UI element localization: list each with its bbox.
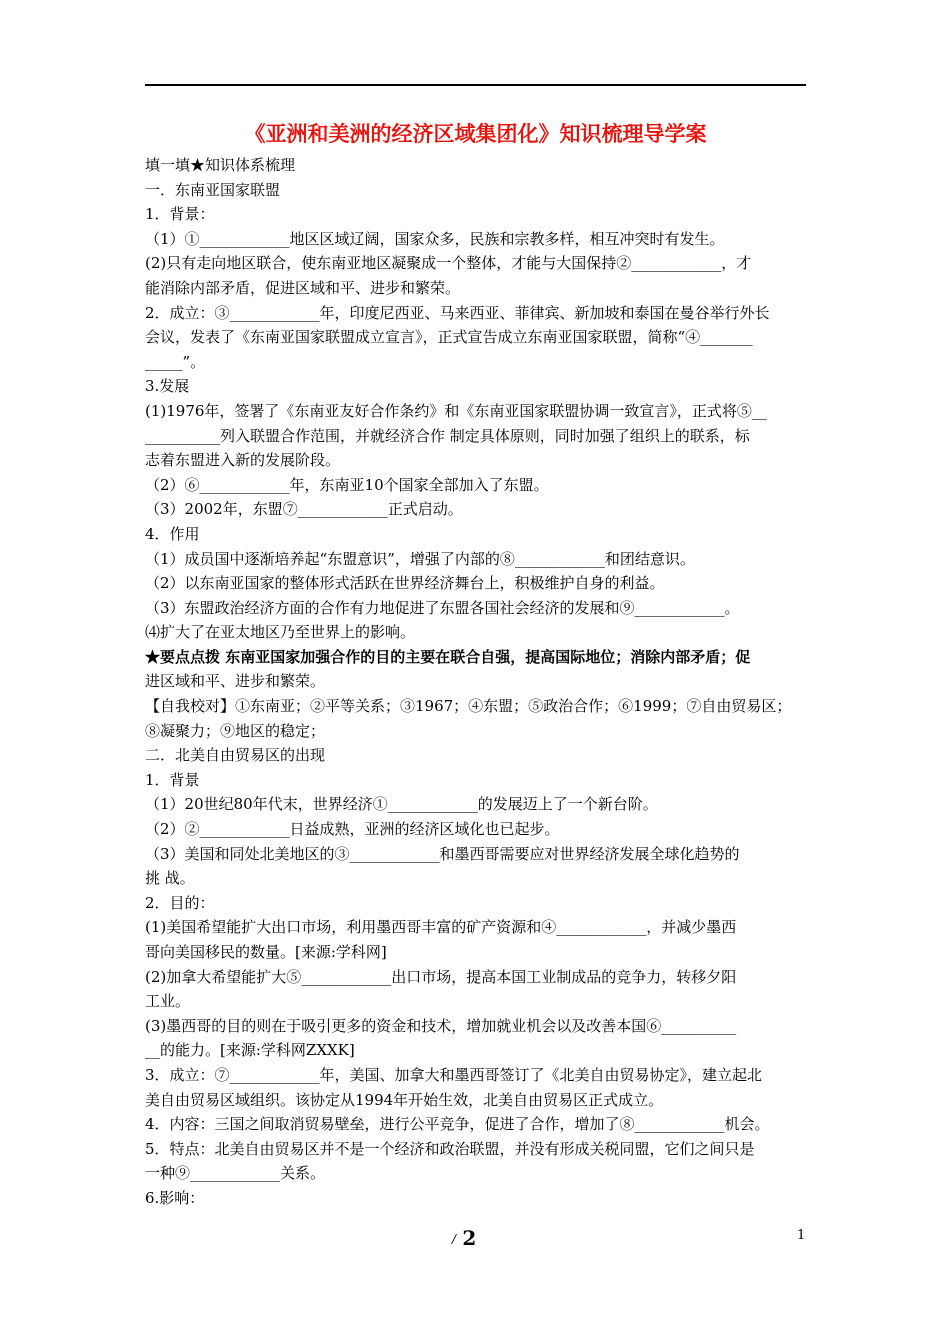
section-heading: 二．北美自由贸易区的出现 (145, 746, 326, 765)
subsection-heading: 2．目的： (145, 893, 215, 912)
text-line: 2．成立：③____________年，印度尼西亚、马来西亚、菲律宾、新加坡和泰国在曼谷举行外长 (145, 303, 770, 322)
answer-key: 【自我校对】①东南亚；②平等关系；③1967；④东盟；⑤政治合作；⑥1999；⑦自由贸易区； (145, 697, 792, 716)
text-line: 一种⑨____________关系。 (145, 1164, 326, 1183)
page-count (452, 1226, 476, 1250)
document-body (145, 153, 810, 1211)
page-number: 1 (797, 1228, 806, 1243)
text-line: 进区域和平、进步和繁荣。 (145, 672, 326, 691)
text-line: 5．特点：北美自由贸易区并不是一个经济和政治联盟，并没有形成关税同盟，它们之间只是 (145, 1139, 755, 1158)
total-pages: 2 (462, 1226, 477, 1250)
text-line: （1）20世纪80年代末，世界经济①____________的发展迈上了一个新台阶。 (145, 795, 658, 814)
text-line: （2）以东南亚国家的整体形式活跃在世界经济舞台上，积极维护自身的利益。 (145, 574, 665, 593)
text-line: 美自由贸易区域组织。该协定从1994年开始生效，北美自由贸易区正式成立。 (145, 1090, 664, 1109)
text-line: （2）⑥____________年，东南亚10个国家全部加入了东盟。 (145, 475, 549, 494)
text-line: （1）①____________地区区域辽阔，国家众多，民族和宗教多样，相互冲突时有发生。 (145, 229, 725, 248)
text-line: 3．成立：⑦____________年，美国、加拿大和墨西哥签订了《北美自由贸易协定》，建立起北 (145, 1065, 763, 1084)
text-line: (2)只有走向地区联合，使东南亚地区凝聚成一个整体，才能与大国保持②____________，才 (145, 254, 752, 273)
text-line: 志着东盟进入新的发展阶段。 (145, 451, 341, 470)
text-line: 工业。 (145, 992, 191, 1011)
text-line: (1)1976年，签署了《东南亚友好合作条约》和《东南亚国家联盟协调一致宣言》，正式将⑤__ (145, 401, 767, 420)
text-line: (1)美国希望能扩大出口市场，利用墨西哥丰富的矿产资源和④____________，并减少墨西 (145, 918, 737, 937)
text-line: 会议，发表了《东南亚国家联盟成立宣言》，正式宣告成立东南亚国家联盟，简称“④_______ (145, 328, 753, 347)
text-line: （1）成员国中逐渐培养起“东盟意识”，增强了内部的⑧____________和团结意识。 (145, 549, 695, 568)
text-line: (2)加拿大希望能扩大⑤____________出口市场，提高本国工业制成品的竞争力，转移夕阳 (145, 967, 737, 986)
text-line: （3）东盟政治经济方面的合作有力地促进了东盟各国社会经济的发展和⑨____________。 (145, 598, 740, 617)
subsection-heading: 1．背景 (145, 770, 200, 789)
text-line: _____”。 (145, 352, 206, 371)
text-line: __的能力。[来源:学科网ZXXK] (145, 1041, 355, 1060)
text-line: （3）2002年，东盟⑦____________正式启动。 (145, 500, 463, 519)
subsection-heading: 1．背景： (145, 205, 215, 224)
text-line: （3）美国和同处北美地区的③____________和墨西哥需要应对世界经济发展全球化趋势的 (145, 844, 740, 863)
text-line: 4．内容：三国之间取消贸易壁垒，进行公平竞争，促进了合作，增加了⑧____________机会。 (145, 1115, 770, 1134)
document-title: 《亚洲和美洲的经济区域集团化》知识梳理导学案 (244, 122, 707, 146)
header-rule (145, 84, 806, 86)
page-separator: / (452, 1232, 457, 1246)
section-heading: 一．东南亚国家联盟 (145, 180, 281, 199)
text-line: 挑 战。 (145, 869, 195, 888)
section-label: 填一填★知识体系梳理 (145, 156, 296, 174)
text-line: 哥向美国移民的数量。[来源:学科网] (145, 943, 387, 961)
key-point: ★要点点拨 东南亚国家加强合作的目的主要在联合自强，提高国际地位；消除内部矛盾；促 (145, 647, 751, 666)
text-line: 能消除内部矛盾，促进区域和平、进步和繁荣。 (145, 278, 461, 297)
text-line: （2）②____________日益成熟，亚洲的经济区域化也已起步。 (145, 820, 560, 839)
answer-key: ⑧凝聚力；⑨地区的稳定； (145, 721, 326, 740)
subsection-heading: 4．作用 (145, 524, 200, 543)
text-line: ⑷扩大了在亚太地区乃至世界上的影响。 (145, 623, 416, 642)
text-line: __________列入联盟合作范围，并就经济合作 制定具体原则，同时加强了组织上的联系，标 (145, 426, 750, 445)
text-line: (3)墨西哥的目的则在于吸引更多的资金和技术，增加就业机会以及改善本国⑥__________ (145, 1016, 737, 1035)
subsection-heading: 6.影响： (145, 1188, 205, 1207)
subsection-heading: 3.发展 (145, 377, 190, 396)
